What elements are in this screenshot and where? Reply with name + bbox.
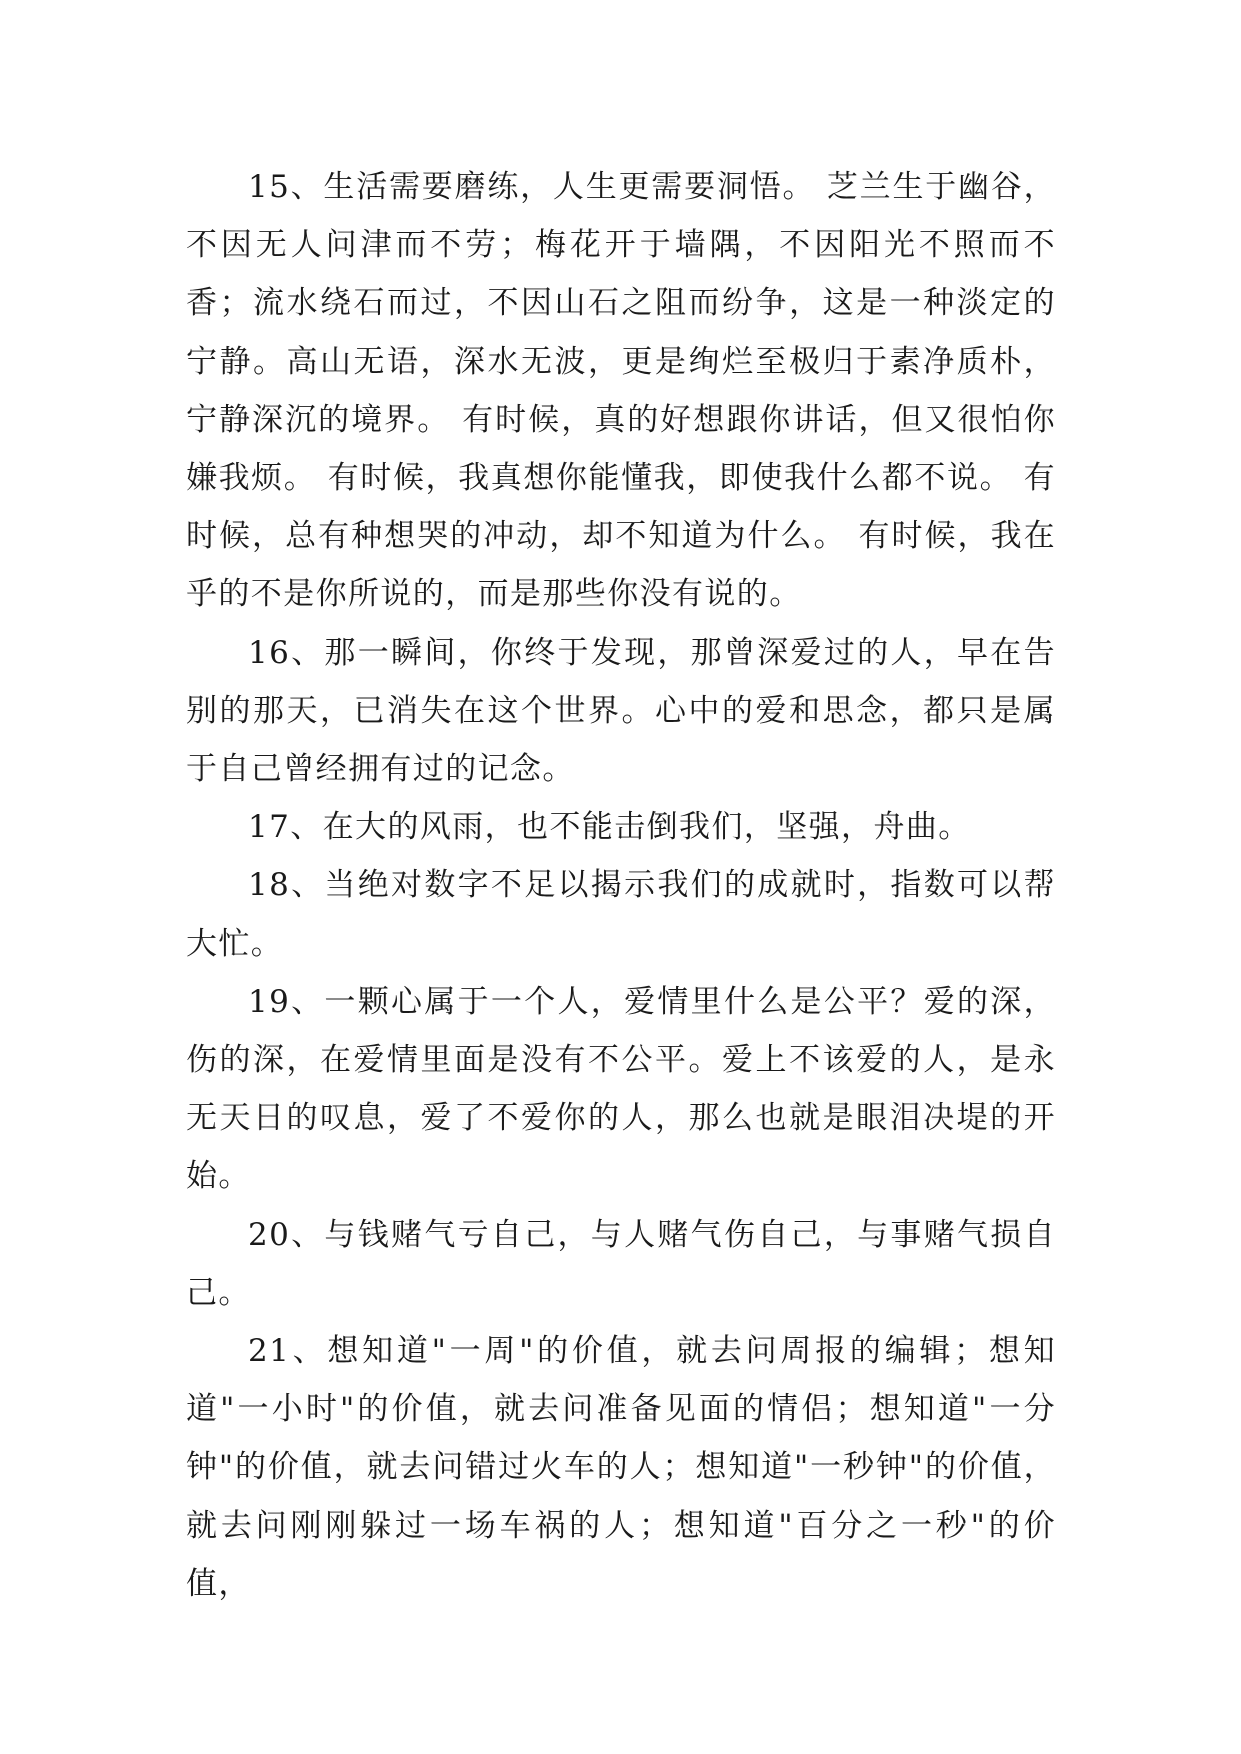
document-body bbox=[186, 158, 1056, 1613]
paragraph-18: 18、当绝对数字不足以揭示我们的成就时，指数可以帮大忙。 bbox=[186, 867, 1056, 962]
paragraph-16: 16、那一瞬间，你终于发现，那曾深爱过的人，早在告别的那天，已消失在这个世界。心中的爱和思念，都只是属于自己曾经拥有过的记念。 bbox=[186, 634, 1056, 788]
paragraph-19: 19、一颗心属于一个人，爱情里什么是公平？爱的深，伤的深，在爱情里面是没有不公平。爱上不该爱的人，是永无天日的叹息，爱了不爱你的人，那么也就是眼泪决堤的开始。 bbox=[186, 983, 1056, 1195]
paragraph-15: 15、生活需要磨练，人生更需要洞悟。 芝兰生于幽谷，不因无人问津而不劳；梅花开于墙隅，不因阳光不照而不香；流水绕石而过，不因山石之阻而纷争，这是一种淡定的宁静。高山无语，深水无波，更是绚烂至极归于素净质朴，宁静深沉的境界。 有时候，真的好想跟你讲话，但又很怕你嫌我烦。 有时候，我真想你能懂我，即使我什么都不说。 有时候，总有种想哭的冲动，却不知道为什么。 有时候，我在乎的不是你所说的，而是那些你没有说的。 bbox=[186, 169, 1056, 613]
paragraph-20: 20、与钱赌气亏自己，与人赌气伤自己，与事赌气损自己。 bbox=[186, 1216, 1056, 1311]
paragraph-21: 21、想知道"一周"的价值，就去问周报的编辑；想知道"一小时"的价值，就去问准备见面的情侣；想知道"一分钟"的价值，就去问错过火车的人；想知道"一秒钟"的价值，就去问刚刚躲过一场车祸的人；想知道"百分之一秒"的价值， bbox=[186, 1333, 1056, 1602]
paragraph-17: 17、在大的风雨，也不能击倒我们，坚强，舟曲。 bbox=[248, 809, 971, 846]
